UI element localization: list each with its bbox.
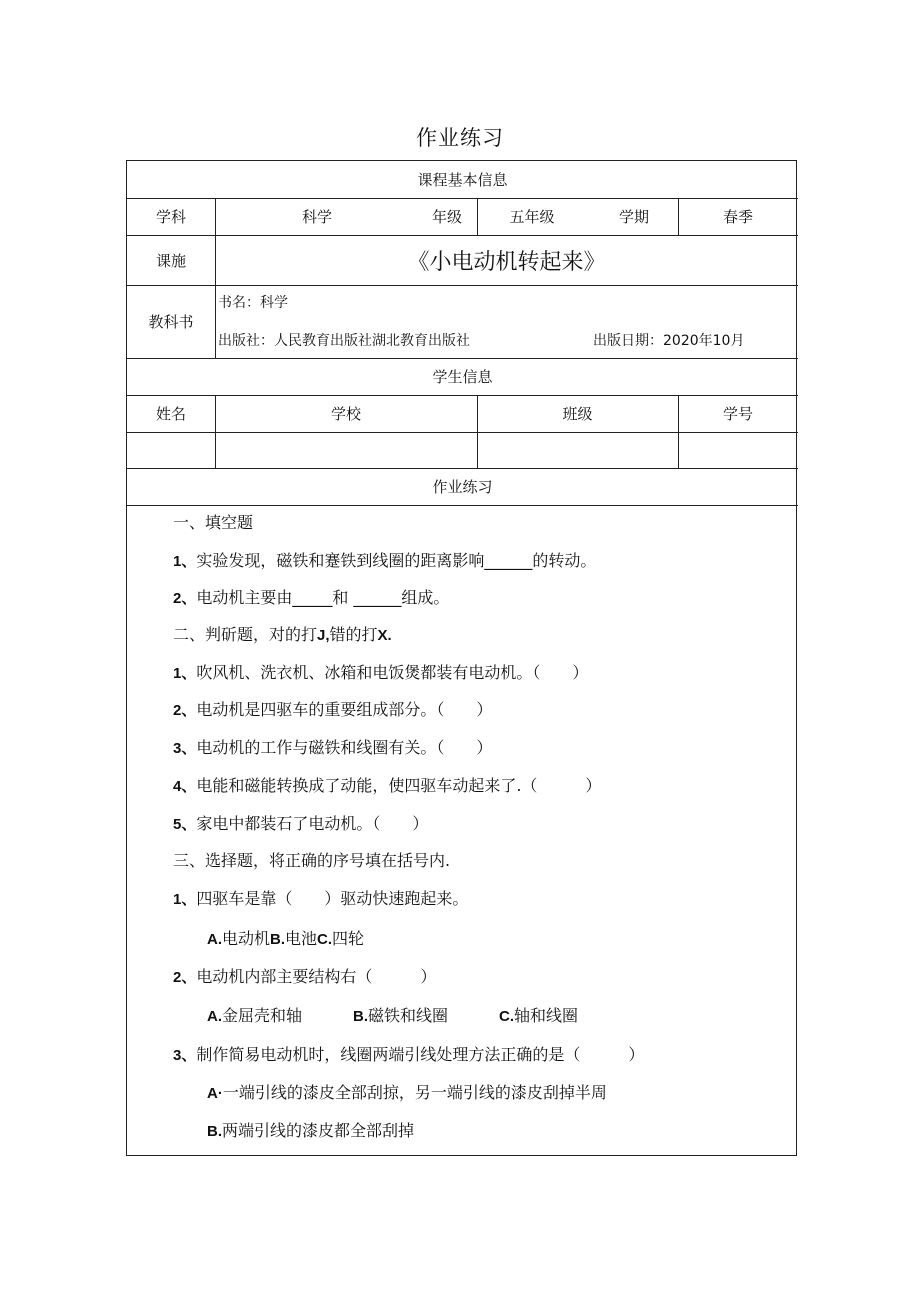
question-text: 电动机主要由_____和 ______组成。 <box>196 588 450 607</box>
question <box>173 660 588 683</box>
option-letter: C. <box>317 931 333 948</box>
question-text: 四驱车是靠（ ）驱动快速跑起来。 <box>196 889 469 908</box>
answer-option <box>207 1080 607 1103</box>
question-number: 1、 <box>173 665 197 682</box>
question-number: 4、 <box>173 778 197 795</box>
answer-option <box>207 1118 414 1141</box>
question-text: 制作简易电动机时，线圈两端引线处理方法正确的是（ ） <box>196 1045 645 1064</box>
question-number: 2、 <box>173 702 197 719</box>
subject-value: 科学 <box>301 208 332 226</box>
column-divider <box>477 198 478 235</box>
name-label: 姓名 <box>155 405 186 423</box>
option-letter: B. <box>270 931 286 948</box>
question <box>173 773 601 796</box>
publish-date: 出版日期：2020年10月 <box>593 333 745 349</box>
question <box>173 735 492 758</box>
option-text: 四轮 <box>332 929 365 948</box>
school-label: 学校 <box>330 405 361 423</box>
section-fill-blank-title: 一、填空题 <box>173 513 254 532</box>
name-field[interactable] <box>127 432 215 468</box>
question <box>173 1042 644 1065</box>
option-text: 两端引线的漆皮都全部刮掉 <box>222 1121 415 1140</box>
textbook-label: 教科书 <box>148 313 194 331</box>
answer-option <box>499 1003 578 1026</box>
class-field[interactable] <box>477 432 678 468</box>
question-text: 电能和磁能转换成了动能，使四驱车动起来了.（ ） <box>196 776 602 795</box>
section-title-text: 二、判斫题，对的打 <box>173 625 318 644</box>
publisher: 出版社：人民教育出版社湖北教育出版社 <box>218 333 470 349</box>
row-divider <box>127 285 798 286</box>
class-label: 班级 <box>562 405 593 423</box>
exercise-header: 作业练习 <box>432 478 493 496</box>
option-letter: B. <box>207 1123 222 1140</box>
question-text: 电动机内部主要结构右（ ） <box>196 967 437 986</box>
question-text: 实验发现，磁铁和蹇铁到线圈的距离影响______的转动。 <box>196 551 597 570</box>
student-info-header: 学生信息 <box>432 368 493 386</box>
page-title: 作业练习 <box>416 126 504 150</box>
book-name: 书名：科学 <box>218 295 288 311</box>
student-id-label: 学号 <box>722 405 753 423</box>
grade-label: 年级 <box>431 208 462 226</box>
cross-mark-symbol: X. <box>377 627 392 644</box>
question-number: 2、 <box>173 590 197 607</box>
section-true-false-title <box>173 622 392 645</box>
grade-value: 五年级 <box>509 208 555 226</box>
section-choice-title: 三、选择题，将正确的序号填在括号内. <box>173 851 451 870</box>
student-id-field[interactable] <box>678 432 798 468</box>
row-divider <box>127 505 798 506</box>
option-text: 磁铁和线圈 <box>368 1006 449 1025</box>
option-text: 轴和线圈 <box>514 1006 579 1025</box>
question <box>173 964 436 987</box>
option-letter: B. <box>353 1008 368 1025</box>
option-letter: C. <box>499 1008 514 1025</box>
question <box>173 886 468 909</box>
question <box>173 548 596 571</box>
question-text: 吹风机、洗衣机、冰箱和电饭煲都装有电动机。（ ） <box>196 663 589 682</box>
check-mark-symbol: J, <box>317 627 330 644</box>
option-text: 一端引线的漆皮全部刮掠，另一端引线的漆皮刮掉半周 <box>222 1083 607 1102</box>
question-number: 3、 <box>173 740 197 757</box>
answer-option <box>353 1003 448 1026</box>
question <box>173 697 492 720</box>
option-letter: A. <box>207 931 222 948</box>
option-text: 电动机 <box>222 929 271 948</box>
course-info-header: 课程基本信息 <box>417 171 508 189</box>
question-number: 3、 <box>173 1047 197 1064</box>
option-letter: A· <box>207 1085 223 1102</box>
question-number: 1、 <box>173 553 197 570</box>
lesson-label: 课施 <box>155 251 186 270</box>
option-letter: A. <box>207 1008 222 1025</box>
answer-options <box>207 926 364 949</box>
term-value: 春季 <box>722 208 753 226</box>
homework-form-table <box>126 160 797 1156</box>
answer-option <box>207 1003 302 1026</box>
section-title-text: 错的打 <box>329 625 378 644</box>
question <box>173 585 449 608</box>
lesson-title: 《小电动机转起来》 <box>407 249 606 275</box>
school-field[interactable] <box>215 432 477 468</box>
question-text: 电动机的工作与磁铁和线圈有关。（ ） <box>196 738 493 757</box>
question-number: 1、 <box>173 891 197 908</box>
term-label: 学期 <box>618 208 649 226</box>
option-text: 金屈壳和轴 <box>222 1006 303 1025</box>
question <box>173 811 428 834</box>
question-text: 家电中都装石了电动机。（ ） <box>196 814 429 833</box>
question-number: 2、 <box>173 969 197 986</box>
option-text: 电池 <box>285 929 318 948</box>
subject-label: 学科 <box>155 208 186 226</box>
question-number: 5、 <box>173 816 197 833</box>
question-text: 电动机是四驱车的重要组成部分。（ ） <box>196 700 493 719</box>
